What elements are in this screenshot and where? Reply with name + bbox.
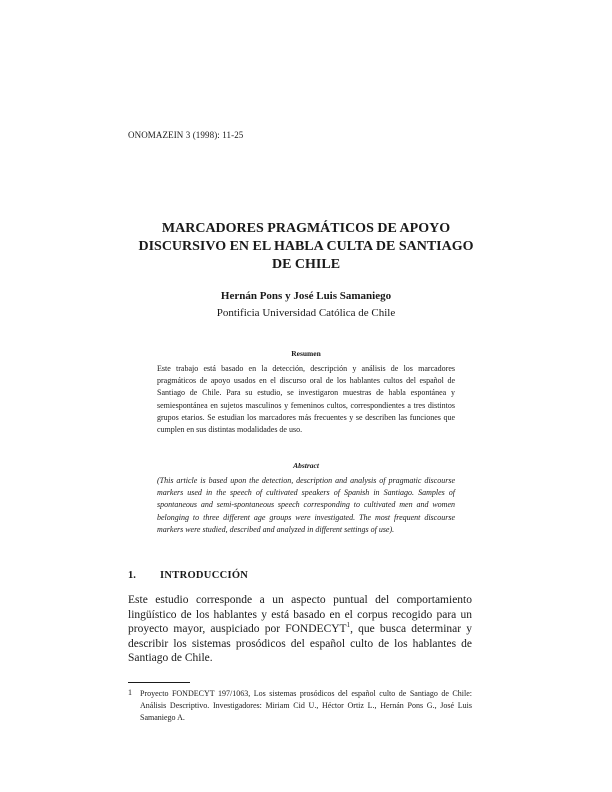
body-text-start: Este estudio corresponde a un aspecto puntual del comportamiento lingüístico de los hablantes y está basado en el corpus recogido para un proyecto mayor, auspiciado por FONDECYT <box>128 594 472 635</box>
paper-title <box>120 220 492 274</box>
footnote-number: 1 <box>128 688 132 697</box>
title-line: DISCURSIVO EN EL HABLA CULTA DE SANTIAGO <box>138 239 474 254</box>
affiliation: Pontificia Universidad Católica de Chile <box>216 307 396 319</box>
footnote-marker[interactable]: 1 <box>346 621 351 630</box>
resumen-text: Este trabajo está basado en la detección, descripción y análisis de los marcadores pragmáticos de apoyo usados en el discurso oral de los hablantes cultos del español de Santiago de Chile. Para su estudio, se investigaron muestras de habla espontánea y semiespontánea en sujetos masculinos y femeninos cultos, correspondientes a tres distintos grupos etarios. Se estudian los marcadores más frecuentes y se describen las funciones que cumplen en sus distintas modalidades de uso. <box>157 364 455 435</box>
body-paragraph <box>128 593 472 666</box>
footnote-divider <box>128 682 190 683</box>
section-number: 1. <box>128 570 136 581</box>
title-line: DE CHILE <box>271 257 341 272</box>
abstract-text: (This article is based upon the detection, description and analysis of pragmatic discourse markers used in the speech of cultivated speakers of Spanish in Santiago. Samples of spontaneous and semi-spontaneous speech corresponding to cultivated men and women belonging to three different age groups were investigated. The most frequent discourse markers were studied, described and analyzed in different settings of use). <box>157 476 455 534</box>
authors: Hernán Pons y José Luis Samaniego <box>220 290 392 302</box>
journal-reference: ONOMAZEIN 3 (1998): 11-25 <box>128 130 244 140</box>
resumen-heading: Resumen <box>291 349 321 358</box>
title-line: MARCADORES PRAGMÁTICOS DE APOYO <box>161 221 451 236</box>
abstract-heading: Abstract <box>293 461 319 470</box>
body-text-end: , que busca determinar y describir los sistemas prosódicos del español culto de los hablantes de Santiago de Chile. <box>128 623 472 664</box>
footnote-text: Proyecto FONDECYT 197/1063, Los sistemas prosódicos del español culto de Santiago de Chile: Análisis Descriptivo. Investigadores: Miriam Cid U., Héctor Ortiz L., Hernán Pons G., José Luis Samaniego A. <box>140 689 472 722</box>
section-title: INTRODUCCIÓN <box>160 570 249 581</box>
